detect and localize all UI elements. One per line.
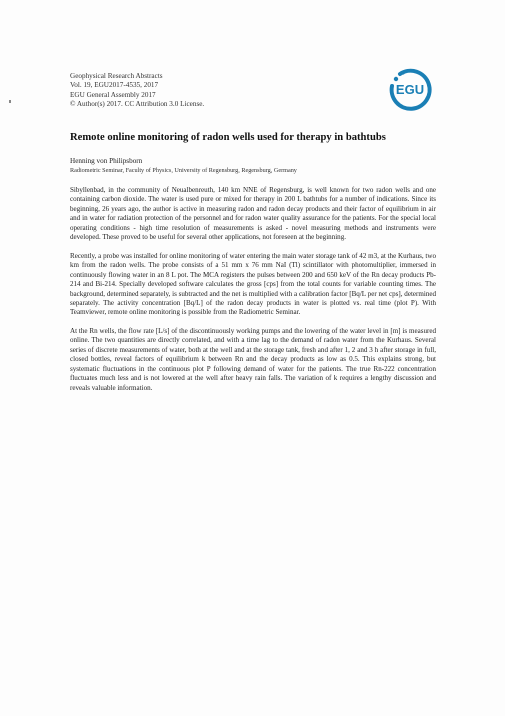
volume-info: Vol. 19, EGU2017-4535, 2017 <box>70 81 159 90</box>
publication-header <box>70 72 204 110</box>
assembly-name: EGU General Assembly 2017 <box>70 90 156 99</box>
author-affiliation: Radiometric Seminar, Faculty of Physics, University of Regensburg, Regensburg, Germany <box>70 167 297 174</box>
abstract-body <box>70 186 436 402</box>
paragraph: Sibyllenbad, in the community of Neualbenreuth, 140 km NNE of Regensburg, is well known for two radon wells and one containing carbon dioxide. The water is used pure or mixed for therapy in 200 L bathtubs for a number of indications. Since its beginning, 26 years ago, the author is active in measuring radon and radon decay products and their factor of equilibrium in air and in water for radiation protection of the personnel and for radon water quality assurance for the patients. For the special local operating conditions - high time resolution of measurements is asked - novel measuring methods and instruments were developed. These proved to be useful for several other applications, not foreseen at the beginning. <box>70 186 436 242</box>
scan-mark <box>9 100 11 103</box>
egu-logo-icon <box>386 66 438 112</box>
logo-text: EGU <box>395 82 425 97</box>
journal-name: Geophysical Research Abstracts <box>70 72 163 80</box>
author-name: Henning von Philipsborn <box>70 157 143 165</box>
license-line: © Author(s) 2017. CC Attribution 3.0 License. <box>70 100 205 109</box>
paragraph: At the Rn wells, the flow rate [L/s] of the discontinuously working pumps and the lowering of the water level in [m] is measured online. The two quantities are directly correlated, and with a time lag to the demand of radon water from the Kurhaus. Several series of discrete measurements of water, both at the well and at the storage tank, fresh and after 1, 2 and 3 h after storage in full, closed bottles, reveal factors of equilibrium k between Rn and the decay products as low as 0.5. This explains strong, but systematic fluctuations in the continuous plot P following demand of water for the patients. The true Rn-222 concentration fluctuates much less and is not lowered at the well after heavy rain falls. The variation of k requires a lengthy discussion and reveals valuable information. <box>70 326 436 392</box>
paragraph: Recently, a probe was installed for online monitoring of water entering the main water storage tank of 42 m3, at the Kurhaus, two km from the radon wells. The probe consists of a 51 mm x 76 mm NaI (Tl) scintillator with photomultiplier, immersed in continuously flowing water in an 8 L pot. The MCA registers the pulses between 200 and 650 keV of the Rn decay products Pb-214 and Bi-214. Specially developed software calculates the gross [cps] from the total counts for variable counting times. The background, determined separately, is subtracted and the net is multiplied with a calibration factor [Bq/L per net cps], determined separately. The activity concentration [Bq/L] of the radon decay products in water is plotted vs. real time (plot P). With Teamviewer, remote online monitoring is possible from the Radiometric Seminar. <box>70 251 436 317</box>
paper-title: Remote online monitoring of radon wells used for therapy in bathtubs <box>70 132 386 143</box>
egu-logo <box>386 66 438 112</box>
